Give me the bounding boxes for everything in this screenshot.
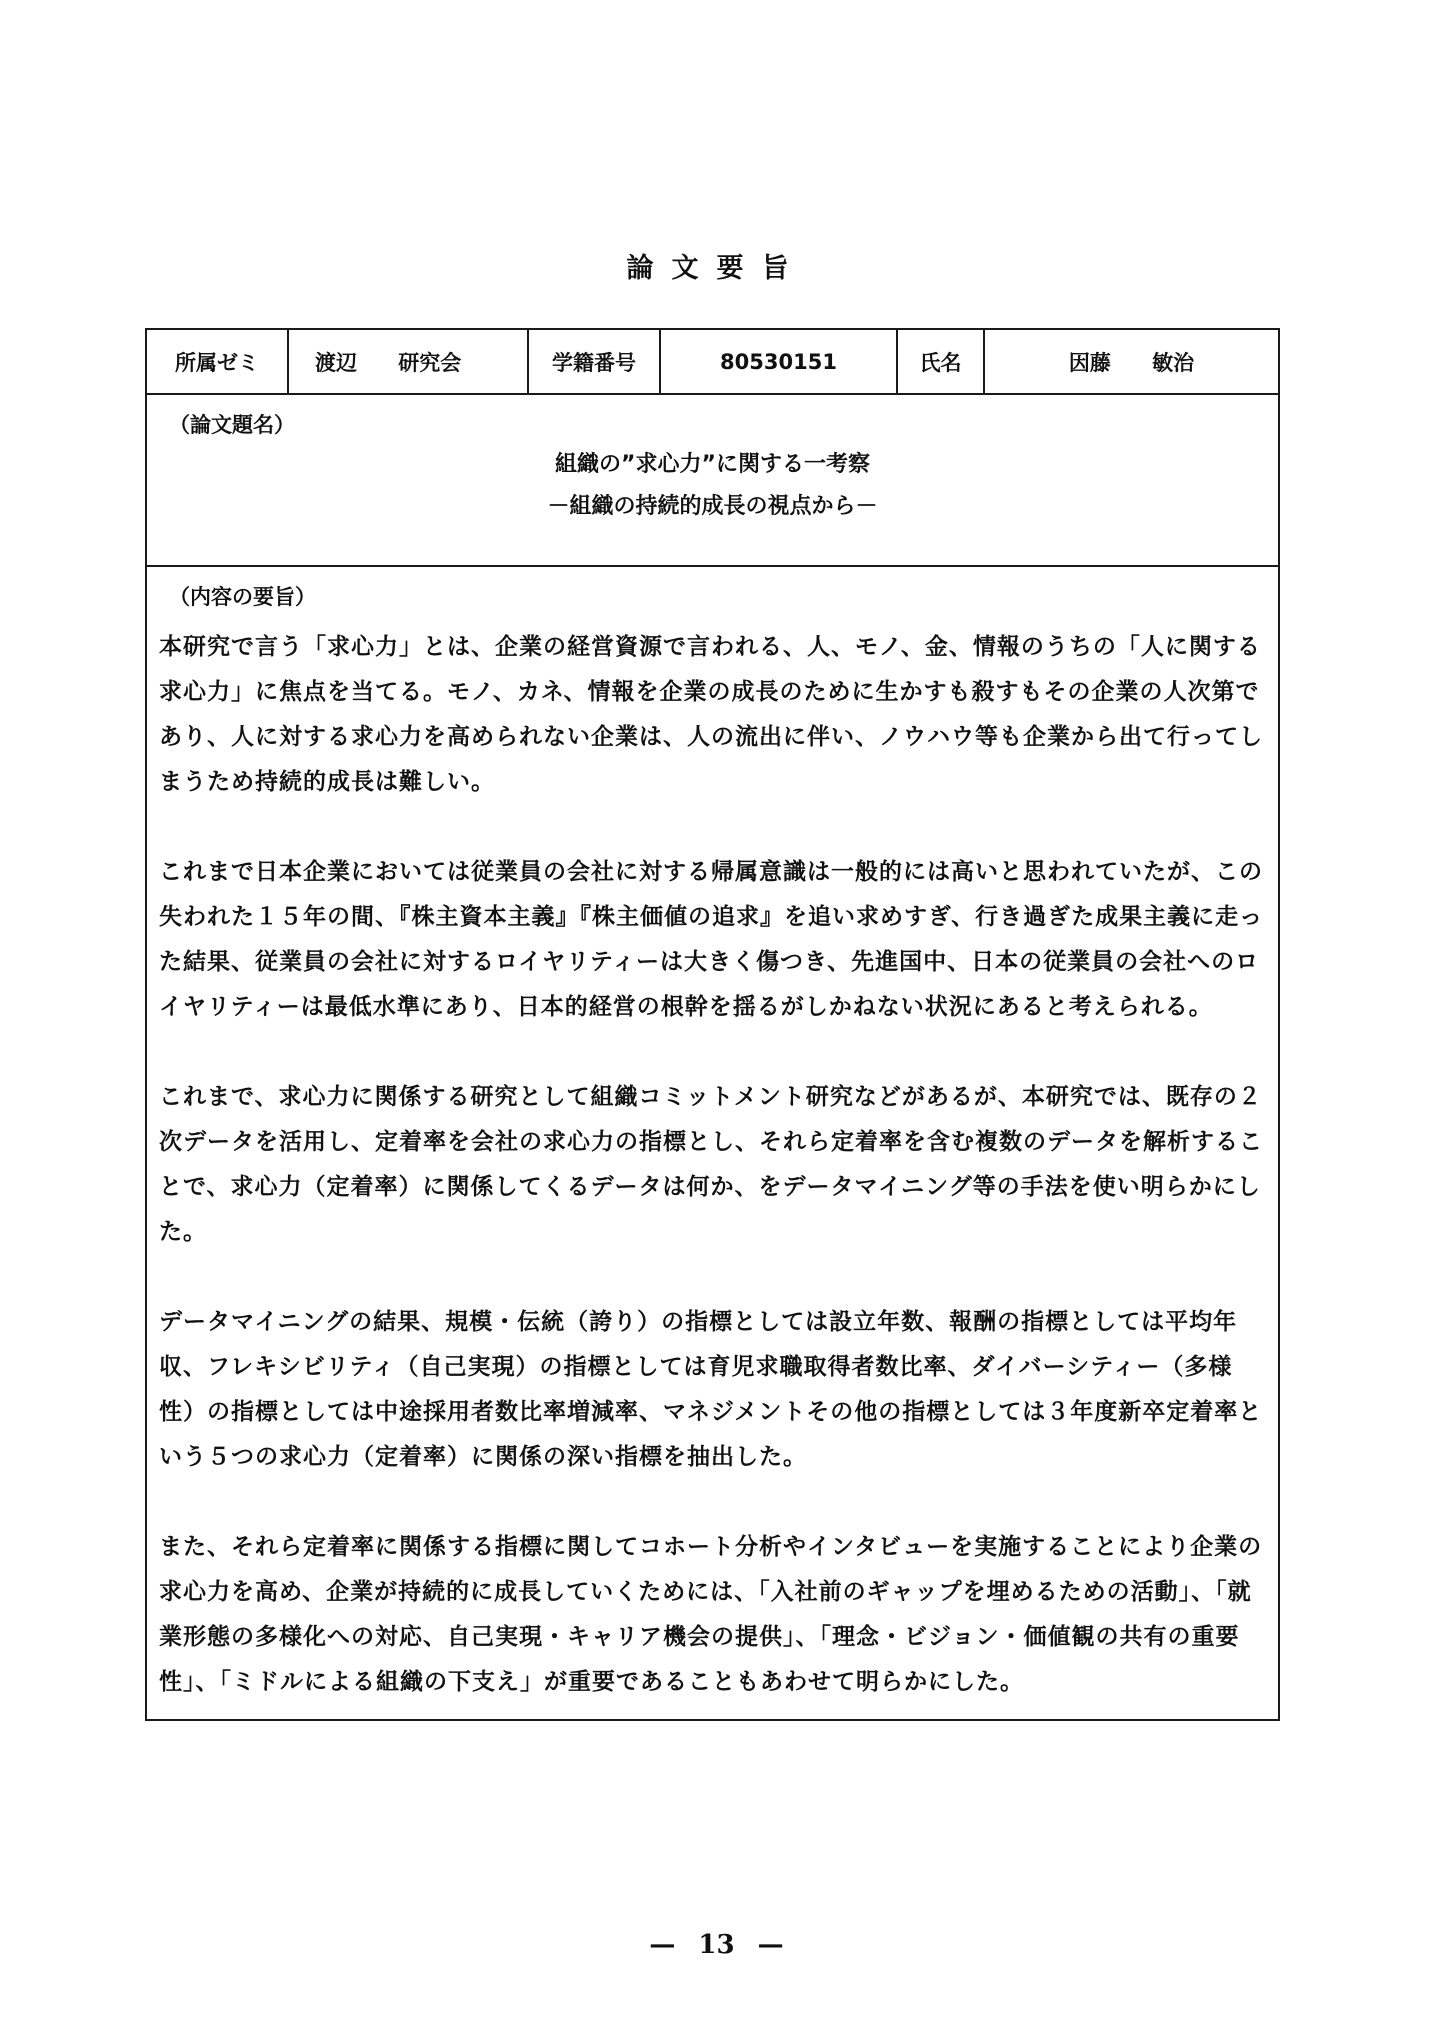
summary-paragraph: また、それら定着率に関係する指標に関してコホート分析やインタビューを実施することにより企業の求心力を高め、企業が持続的に成長していくためには、「入社前のギャップを埋めるための活動」、「就業形態の多様化への対応、自己実現・キャリア機会の提供」、「理念・ビジョン・価値観の共有の重要性」、「ミドルによる組織の下支え」が重要であることもあわせて明らかにした。 [159, 1534, 1263, 1695]
summary-paragraph: データマイニングの結果、規模・伝統（誇り）の指標としては設立年数、報酬の指標としては平均年収、フレキシビリティ（自己実現）の指標としては育児求職取得者数比率、ダイバーシティー（多様性）の指標としては中途採用者数比率増減率、マネジメントその他の指標としては３年度新卒定着率という５つの求心力（定着率）に関係の深い指標を抽出した。 [159, 1309, 1263, 1470]
page-title: 論文要旨 [626, 253, 807, 284]
name-value: 因藤 敏治 [1068, 350, 1195, 375]
page-number: — 13 — [649, 1930, 784, 1960]
zemi-value: 渡辺 研究会 [289, 330, 529, 393]
info-row [147, 330, 1278, 395]
student-id-label: 学籍番号 [529, 330, 661, 393]
thesis-title-label: （論文題名） [169, 413, 295, 437]
thesis-title: 組織の”求心力”に関する一考察 [555, 452, 870, 477]
summary-section [147, 567, 1278, 1719]
summary-paragraph: 本研究で言う「求心力」とは、企業の経営資源で言われる、人、モノ、金、情報のうちの「人に関する求心力」に焦点を当てる。モノ、カネ、情報を企業の成長のために生かすも殺すもその企業の人次第であり、人に対する求心力を高められない企業は、人の流出に伴い、ノウハウ等も企業から出て行ってしまうため持続的成長は難しい。 [159, 634, 1263, 795]
student-id-value: 80530151 [661, 330, 898, 393]
summary-paragraph: これまで日本企業においては従業員の会社に対する帰属意識は一般的には高いと思われていたが、この失われた１５年の間、『株主資本主義』『株主価値の追求』を追い求めすぎ、行き過ぎた成果主義に走った結果、従業員の会社に対するロイヤリティーは大きく傷つき、先進国中、日本の従業員の会社へのロイヤリティーは最低水準にあり、日本的経営の根幹を揺るがしかねない状況にあると考えられる。 [159, 859, 1264, 1020]
abstract-form [145, 328, 1280, 1721]
summary-paragraph: これまで、求心力に関係する研究として組織コミットメント研究などがあるが、本研究では、既存の２次データを活用し、定着率を会社の求心力の指標とし、それら定着率を含む複数のデータを解析することで、求心力（定着率）に関係してくるデータは何か、をデータマイニング等の手法を使い明らかにした。 [159, 1084, 1263, 1245]
zemi-label: 所属ゼミ [147, 330, 289, 393]
summary-body [159, 625, 1268, 1705]
name-label: 氏名 [898, 330, 985, 393]
summary-label: （内容の要旨） [169, 585, 316, 609]
thesis-title-section [147, 395, 1278, 567]
thesis-subtitle: －組織の持続的成長の視点から－ [547, 494, 878, 519]
